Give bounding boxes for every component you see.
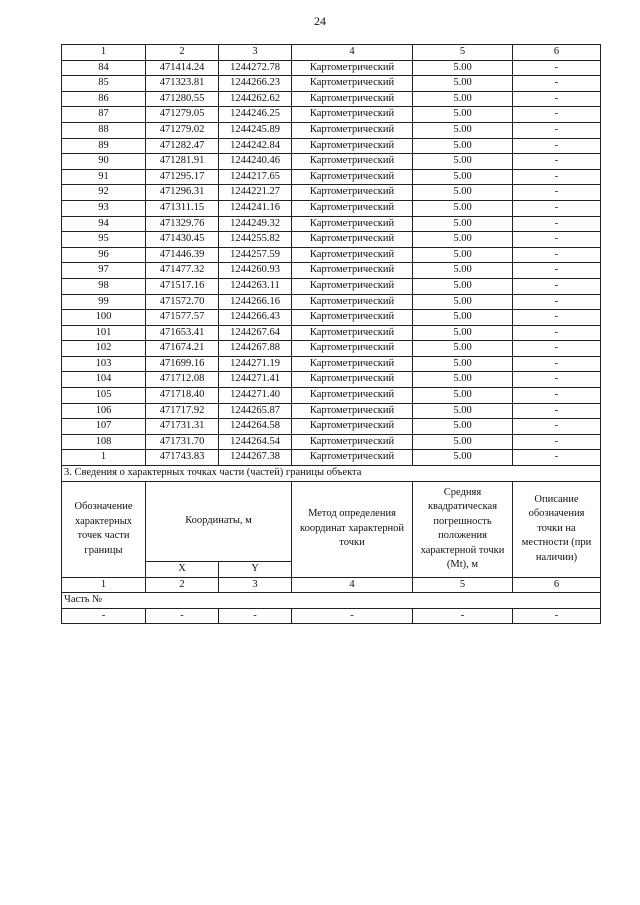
section-column-number-row	[62, 577, 601, 593]
table-row	[62, 403, 601, 419]
table-cell: 471323.81	[146, 76, 219, 92]
table-cell: 1244271.19	[219, 356, 292, 372]
table-cell: 1244264.58	[219, 419, 292, 435]
table-cell: Картометрический	[292, 122, 413, 138]
table-cell: 96	[62, 247, 146, 263]
table-cell: 1244271.41	[219, 372, 292, 388]
table-cell: -	[513, 247, 601, 263]
table-row	[62, 450, 601, 466]
table-cell: 1244264.54	[219, 434, 292, 450]
table-cell: 5.00	[413, 138, 513, 154]
column-number: 3	[219, 45, 292, 61]
table-row	[62, 372, 601, 388]
table-cell: -	[146, 608, 219, 624]
header-x: X	[146, 562, 219, 578]
table-row	[62, 138, 601, 154]
column-number-row	[62, 45, 601, 61]
table-cell: 471279.05	[146, 107, 219, 123]
table-cell: 471731.31	[146, 419, 219, 435]
table-cell: -	[513, 403, 601, 419]
table-cell: 471653.41	[146, 325, 219, 341]
table-cell: 5.00	[413, 388, 513, 404]
table-cell: 5.00	[413, 356, 513, 372]
column-number: 4	[292, 577, 413, 593]
table-cell: 471718.40	[146, 388, 219, 404]
table-cell: 471430.45	[146, 232, 219, 248]
table-cell: -	[292, 608, 413, 624]
table-row	[62, 76, 601, 92]
table-cell: -	[62, 608, 146, 624]
table-cell: 5.00	[413, 200, 513, 216]
table-cell: 5.00	[413, 294, 513, 310]
table-cell: 471517.16	[146, 278, 219, 294]
table-cell: Картометрический	[292, 356, 413, 372]
table-cell: 1244217.65	[219, 169, 292, 185]
table-cell: Картометрический	[292, 76, 413, 92]
table-row	[62, 325, 601, 341]
column-number: 5	[413, 577, 513, 593]
table-row	[62, 185, 601, 201]
table-cell: -	[513, 608, 601, 624]
table-cell: -	[513, 122, 601, 138]
table-cell: 1244255.82	[219, 232, 292, 248]
table-cell: Картометрический	[292, 341, 413, 357]
table-cell: 471731.70	[146, 434, 219, 450]
table-row	[62, 356, 601, 372]
table-cell: 95	[62, 232, 146, 248]
table-cell: 5.00	[413, 278, 513, 294]
table-cell: 1244266.16	[219, 294, 292, 310]
table-cell: 471295.17	[146, 169, 219, 185]
table-cell: Картометрический	[292, 403, 413, 419]
table-cell: 5.00	[413, 372, 513, 388]
column-number: 6	[513, 45, 601, 61]
part-row	[62, 593, 601, 609]
column-number: 1	[62, 45, 146, 61]
page-number: 24	[314, 14, 326, 28]
section-3-body	[62, 466, 601, 624]
table-cell: 1244263.11	[219, 278, 292, 294]
table-cell: Картометрический	[292, 263, 413, 279]
table-cell: 5.00	[413, 434, 513, 450]
table-cell: -	[513, 76, 601, 92]
table-cell: 5.00	[413, 91, 513, 107]
table-cell: 1244265.87	[219, 403, 292, 419]
table-row	[62, 419, 601, 435]
table-row	[62, 341, 601, 357]
table-cell: 1244249.32	[219, 216, 292, 232]
table-cell: Картометрический	[292, 278, 413, 294]
table-cell: Картометрический	[292, 325, 413, 341]
table-cell: 5.00	[413, 60, 513, 76]
table-cell: 471414.24	[146, 60, 219, 76]
table-row	[62, 310, 601, 326]
table-cell: 106	[62, 403, 146, 419]
table-cell: 101	[62, 325, 146, 341]
table-cell: 5.00	[413, 419, 513, 435]
table-cell: -	[219, 608, 292, 624]
table-cell: 5.00	[413, 341, 513, 357]
table-cell: Картометрический	[292, 154, 413, 170]
table-cell: 1244267.88	[219, 341, 292, 357]
table-row	[62, 294, 601, 310]
table-cell: 100	[62, 310, 146, 326]
table-cell: -	[513, 232, 601, 248]
header-y: Y	[219, 562, 292, 578]
table-cell: -	[513, 372, 601, 388]
table-row	[62, 154, 601, 170]
table-cell: 5.00	[413, 76, 513, 92]
table-cell: -	[513, 263, 601, 279]
table-cell: Картометрический	[292, 434, 413, 450]
empty-data-row	[62, 608, 601, 624]
column-number: 2	[146, 45, 219, 61]
table-cell: Картометрический	[292, 450, 413, 466]
table-cell: 84	[62, 60, 146, 76]
header-description: Описание обозначения точки на местности (при наличии)	[513, 481, 601, 577]
table-cell: -	[513, 154, 601, 170]
table-cell: 103	[62, 356, 146, 372]
table-cell: 471296.31	[146, 185, 219, 201]
coordinates-table-body	[62, 45, 601, 466]
table-cell: 1244240.46	[219, 154, 292, 170]
table-row	[62, 278, 601, 294]
table-cell: 471699.16	[146, 356, 219, 372]
table-cell: -	[513, 185, 601, 201]
header-method: Метод определения координат характерной точки	[292, 481, 413, 577]
table-cell: -	[513, 450, 601, 466]
table-cell: 1244267.38	[219, 450, 292, 466]
column-number: 3	[219, 577, 292, 593]
table-cell: 1244245.89	[219, 122, 292, 138]
table-cell: -	[513, 310, 601, 326]
table-cell: 87	[62, 107, 146, 123]
table-cell: 86	[62, 91, 146, 107]
table-cell: Картометрический	[292, 107, 413, 123]
column-number: 2	[146, 577, 219, 593]
table-cell: 1244241.16	[219, 200, 292, 216]
table-cell: 471712.08	[146, 372, 219, 388]
table-cell: 1244266.43	[219, 310, 292, 326]
table-cell: -	[513, 91, 601, 107]
table-cell: -	[513, 60, 601, 76]
table-cell: 1244221.27	[219, 185, 292, 201]
table-cell: 5.00	[413, 263, 513, 279]
table-cell: 5.00	[413, 310, 513, 326]
table-cell: 1244260.93	[219, 263, 292, 279]
column-number: 6	[513, 577, 601, 593]
section-title: 3. Сведения о характерных точках части (частей) границы объекта	[62, 466, 601, 482]
table-cell: Картометрический	[292, 294, 413, 310]
table-cell: -	[513, 107, 601, 123]
table-cell: 99	[62, 294, 146, 310]
table-cell: 88	[62, 122, 146, 138]
table-cell: -	[513, 434, 601, 450]
table-cell: 1244262.62	[219, 91, 292, 107]
table-cell: 105	[62, 388, 146, 404]
table-cell: 5.00	[413, 107, 513, 123]
table-cell: 85	[62, 76, 146, 92]
table-cell: -	[513, 138, 601, 154]
table-cell: -	[513, 388, 601, 404]
table-cell: 104	[62, 372, 146, 388]
table-cell: -	[513, 341, 601, 357]
column-number: 5	[413, 45, 513, 61]
table-cell: -	[513, 419, 601, 435]
table-cell: 89	[62, 138, 146, 154]
table-cell: Картометрический	[292, 169, 413, 185]
table-cell: 97	[62, 263, 146, 279]
table-cell: 471477.32	[146, 263, 219, 279]
table-row	[62, 434, 601, 450]
table-cell: 1244267.64	[219, 325, 292, 341]
table-row	[62, 122, 601, 138]
table-cell: 91	[62, 169, 146, 185]
table-row	[62, 200, 601, 216]
table-row	[62, 91, 601, 107]
table-cell: 1244271.40	[219, 388, 292, 404]
column-number: 1	[62, 577, 146, 593]
table-cell: 1244272.78	[219, 60, 292, 76]
table-row	[62, 388, 601, 404]
table-cell: 471717.92	[146, 403, 219, 419]
table-row	[62, 247, 601, 263]
table-cell: 471329.76	[146, 216, 219, 232]
table-cell: 107	[62, 419, 146, 435]
table-cell: 471311.15	[146, 200, 219, 216]
table-cell: 94	[62, 216, 146, 232]
table-cell: Картометрический	[292, 185, 413, 201]
header-row	[62, 481, 601, 562]
table-cell: 5.00	[413, 185, 513, 201]
table-cell: 1	[62, 450, 146, 466]
header-designation: Обозначение характерных точек части границы	[62, 481, 146, 577]
table-cell: Картометрический	[292, 388, 413, 404]
section-title-row	[62, 466, 601, 482]
table-cell: 471743.83	[146, 450, 219, 466]
table-cell: 1244246.25	[219, 107, 292, 123]
table-cell: 5.00	[413, 216, 513, 232]
table-cell: 471674.21	[146, 341, 219, 357]
table-cell: 5.00	[413, 169, 513, 185]
table-cell: 5.00	[413, 325, 513, 341]
table-cell: -	[513, 216, 601, 232]
table-row	[62, 60, 601, 76]
table-cell: -	[413, 608, 513, 624]
table-cell: 471446.39	[146, 247, 219, 263]
table-cell: Картометрический	[292, 419, 413, 435]
table-cell: 5.00	[413, 232, 513, 248]
table-cell: 5.00	[413, 247, 513, 263]
table-cell: 102	[62, 341, 146, 357]
table-row	[62, 232, 601, 248]
table-cell: -	[513, 169, 601, 185]
table-cell: 471279.02	[146, 122, 219, 138]
table-cell: Картометрический	[292, 232, 413, 248]
table-cell: 1244257.59	[219, 247, 292, 263]
table-cell: 93	[62, 200, 146, 216]
table-row	[62, 107, 601, 123]
table-cell: -	[513, 356, 601, 372]
table-cell: Картометрический	[292, 372, 413, 388]
table-cell: Картометрический	[292, 138, 413, 154]
part-label: Часть №	[62, 593, 601, 609]
table-cell: -	[513, 278, 601, 294]
table-cell: 108	[62, 434, 146, 450]
coordinates-table	[61, 44, 601, 624]
table-cell: 1244266.23	[219, 76, 292, 92]
table-cell: 471572.70	[146, 294, 219, 310]
table-cell: 5.00	[413, 154, 513, 170]
table-cell: 90	[62, 154, 146, 170]
table-cell: -	[513, 200, 601, 216]
table-cell: 471577.57	[146, 310, 219, 326]
table-cell: -	[513, 294, 601, 310]
table-cell: 471281.91	[146, 154, 219, 170]
table-cell: 5.00	[413, 403, 513, 419]
table-row	[62, 169, 601, 185]
table-cell: Картометрический	[292, 200, 413, 216]
table-cell: 471282.47	[146, 138, 219, 154]
table-cell: Картометрический	[292, 310, 413, 326]
table-cell: 5.00	[413, 122, 513, 138]
table-row	[62, 263, 601, 279]
table-cell: 5.00	[413, 450, 513, 466]
table-cell: 92	[62, 185, 146, 201]
table-cell: Картометрический	[292, 91, 413, 107]
table-cell: 471280.55	[146, 91, 219, 107]
header-coordinates: Координаты, м	[146, 481, 292, 562]
table-cell: Картометрический	[292, 216, 413, 232]
column-number: 4	[292, 45, 413, 61]
table-cell: Картометрический	[292, 60, 413, 76]
header-error: Средняя квадратическая погрешность положения характерной точки (Mt), м	[413, 481, 513, 577]
table-cell: Картометрический	[292, 247, 413, 263]
table-cell: 1244242.84	[219, 138, 292, 154]
table-cell: -	[513, 325, 601, 341]
table-cell: 98	[62, 278, 146, 294]
table-row	[62, 216, 601, 232]
